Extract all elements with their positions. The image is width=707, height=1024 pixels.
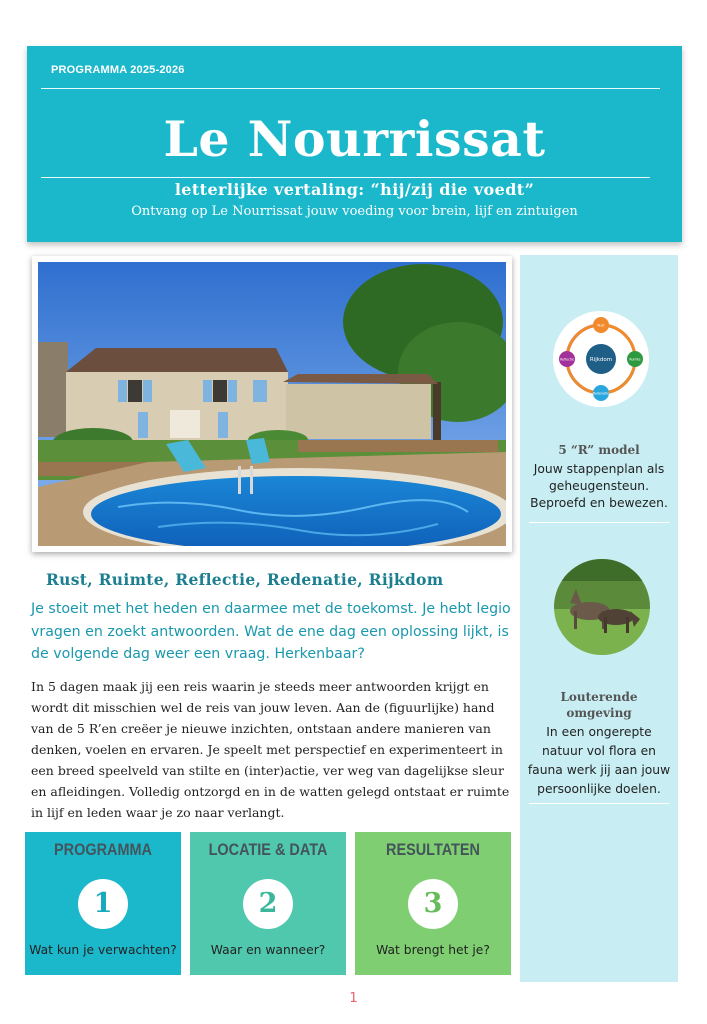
diagram-node-label: Ruimte <box>629 357 641 362</box>
diagram-center-label: Rijkdom <box>589 357 613 363</box>
box-title: LOCATIE & DATA <box>208 840 328 859</box>
model-title: 5 “R” model <box>558 443 640 457</box>
environment-title-line: omgeving <box>566 706 632 720</box>
sidebar <box>520 255 678 982</box>
environment-text-line: fauna werk jij aan jouw <box>527 763 671 777</box>
environment-text-line: In een ongerepte <box>546 725 652 739</box>
environment-text <box>520 723 678 799</box>
box-number: 1 <box>78 879 128 929</box>
model-text-line: Beproefd en bewezen. <box>530 496 668 510</box>
box-caption: Wat brengt het je? <box>376 943 490 957</box>
page-title: Le Nourrissat <box>163 110 546 168</box>
diagram-node-label: Reflectie <box>560 357 574 362</box>
header-divider-bottom <box>41 177 650 178</box>
box-number: 2 <box>243 879 293 929</box>
environment-title <box>520 689 678 721</box>
resultaten-box[interactable] <box>355 832 511 975</box>
box-number: 3 <box>408 879 458 929</box>
section-heading: Rust, Ruimte, Reflectie, Redenatie, Rijkdom <box>46 570 444 589</box>
program-label: PROGRAMMA 2025-2026 <box>51 64 185 76</box>
header-banner <box>27 46 682 242</box>
donkeys-photo <box>554 559 650 655</box>
diagram-node-label: Rust <box>597 323 605 328</box>
diagram-node-label: Redenatie <box>592 391 610 396</box>
locatie-data-box[interactable] <box>190 832 346 975</box>
environment-text-line: persoonlijke doelen. <box>537 782 661 796</box>
sidebar-divider <box>529 522 669 523</box>
programma-box[interactable] <box>25 832 181 975</box>
intro-paragraph: Je stoeit met het heden en daarmee met de toekomst. Je hebt legio vragen en zoekt antwoorden. Wat de ene dag een oplossing lijkt, is de volgende dag weer een vraag. Herkenbaar? <box>31 601 511 662</box>
sidebar-divider <box>529 803 669 804</box>
body-paragraph: In 5 dagen maak jij een reis waarin je steeds meer antwoorden krijgt en wordt dit misschien wel de reis van jouw leven. Aan de (figuurlijke) hand van de 5 R’en creëer je nieuwe inzichten, ontstaan andere manieren van denken, voelen en ervaren. Je speelt met perspectief en experimenteert in een breed speelveld van stilte en (inter)actie, ver weg van dagelijkse sleur en afleidingen. Volledig ontzorgd en in de watten gelegd ontstaat er ruimte in lijf en leden waar je zo naar verlangt. <box>31 679 510 820</box>
box-caption: Waar en wanneer? <box>210 943 326 957</box>
model-text <box>520 461 678 512</box>
subtitle: letterlijke vertaling: “hij/zij die voedt” <box>174 180 535 199</box>
five-r-model-diagram <box>553 311 649 407</box>
model-text-line: geheugensteun. <box>549 479 649 493</box>
house-pool-photo <box>32 256 512 552</box>
environment-title-line: Louterende <box>560 690 638 704</box>
tagline: Ontvang op Le Nourrissat jouw voeding voor brein, lijf en zintuigen <box>131 204 578 219</box>
page-number: 1 <box>349 991 358 1006</box>
box-title: PROGRAMMA <box>54 840 152 859</box>
box-caption: Wat kun je verwachten? <box>29 943 177 957</box>
model-text-line: Jouw stappenplan als <box>533 462 665 476</box>
box-title: RESULTATEN <box>386 840 480 859</box>
header-divider-top <box>41 88 660 89</box>
environment-text-line: natuur vol flora en <box>542 744 656 758</box>
